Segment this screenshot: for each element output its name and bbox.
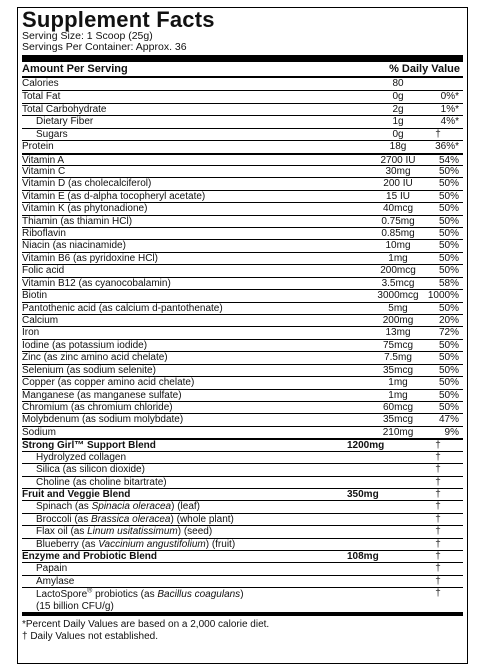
table-row bbox=[22, 128, 463, 140]
nutrient-name-part: ) bbox=[240, 589, 244, 601]
nutrient-name: Iodine (as potassium iodide) bbox=[22, 339, 148, 351]
nutrient-daily-value: 50% bbox=[438, 339, 459, 351]
table-row bbox=[22, 438, 463, 450]
nutrient-name: Zinc (as zinc amino acid chelate) bbox=[22, 352, 168, 364]
nutrient-name-part: ) (fruit) bbox=[205, 538, 236, 550]
nutrient-daily-value: † bbox=[435, 513, 441, 525]
nutrient-amount: 210mg bbox=[382, 426, 414, 438]
nutrient-daily-value: † bbox=[435, 551, 441, 563]
nutrient-daily-value: 47% bbox=[438, 414, 459, 426]
nutrient-name-part: Spinach (as bbox=[36, 501, 92, 513]
nutrient-name: Strong Girl™ Support Blend bbox=[22, 440, 156, 452]
nutrient-name: Selenium (as sodium selenite) bbox=[22, 364, 156, 376]
nutrient-name: Dietary Fiber bbox=[36, 116, 94, 128]
nutrient-name: Total Carbohydrate bbox=[22, 103, 107, 115]
nutrient-daily-value: 50% bbox=[438, 252, 459, 264]
nutrient-table bbox=[22, 78, 463, 612]
nutrient-daily-value: 50% bbox=[438, 240, 459, 252]
nutrient-amount: 200mg bbox=[382, 315, 414, 327]
table-row bbox=[22, 476, 463, 488]
nutrient-amount: 35mcg bbox=[382, 414, 413, 426]
nutrient-amount: 1200mg bbox=[347, 440, 385, 452]
nutrient-name: Chromium (as chromium chloride) bbox=[22, 401, 173, 413]
nutrient-name: Vitamin C bbox=[22, 165, 66, 177]
nutrient-name: Vitamin B6 (as pyridoxine HCl) bbox=[22, 252, 158, 264]
nutrient-daily-value: † bbox=[435, 488, 441, 500]
table-row bbox=[22, 302, 463, 314]
nutrient-name: Total Fat bbox=[22, 91, 61, 103]
nutrient-name: Iron bbox=[22, 327, 40, 339]
nutrient-daily-value: † bbox=[435, 464, 441, 476]
nutrient-daily-value: † bbox=[435, 440, 441, 452]
nutrient-amount: 13mg bbox=[385, 327, 411, 339]
nutrient-name: Vitamin E (as d-alpha tocopheryl acetate) bbox=[22, 190, 206, 202]
nutrient-amount: 0.75mg bbox=[381, 215, 415, 227]
panel-title: Supplement Facts bbox=[22, 7, 215, 32]
nutrient-amount: 350mg bbox=[347, 488, 379, 500]
nutrient-amount: 2g bbox=[392, 103, 404, 115]
nutrient-name: Riboflavin bbox=[22, 228, 66, 240]
nutrient-name-part: ) (leaf) bbox=[171, 501, 200, 513]
nutrient-amount: 60mcg bbox=[382, 401, 413, 413]
table-row bbox=[22, 215, 463, 227]
supplement-facts-panel bbox=[17, 7, 468, 664]
nutrient-name: Papain bbox=[36, 563, 68, 575]
nutrient-daily-value: 50% bbox=[438, 190, 459, 202]
table-row bbox=[22, 463, 463, 475]
table-row bbox=[22, 153, 463, 165]
nutrient-daily-value: 36%* bbox=[435, 141, 459, 153]
nutrient-name: Sodium bbox=[22, 426, 56, 438]
nutrient-amount: 0.85mg bbox=[381, 228, 415, 240]
nutrient-name: Vitamin D (as cholecalciferol) bbox=[22, 178, 152, 190]
table-row bbox=[22, 202, 463, 214]
nutrient-name: Protein bbox=[22, 141, 54, 153]
nutrient-name: Biotin bbox=[22, 290, 48, 302]
nutrient-daily-value: 50% bbox=[438, 215, 459, 227]
table-row bbox=[22, 78, 463, 90]
footnote-dagger: † Daily Values not established. bbox=[22, 631, 159, 643]
nutrient-daily-value: † bbox=[435, 588, 441, 600]
nutrient-name-part: Bacillus coagulans bbox=[157, 589, 241, 601]
nutrient-amount: 2700 IU bbox=[380, 154, 416, 166]
nutrient-name: Manganese (as manganese sulfate) bbox=[22, 389, 182, 401]
nutrient-daily-value: † bbox=[435, 526, 441, 538]
nutrient-name-part: Broccoli (as bbox=[36, 513, 92, 525]
nutrient-daily-value: 0%* bbox=[440, 91, 459, 103]
table-row bbox=[22, 401, 463, 413]
table-row bbox=[22, 227, 463, 239]
nutrient-name-part: Spinacia oleracea bbox=[91, 501, 172, 513]
table-row bbox=[22, 550, 463, 562]
nutrient-daily-value: 1000% bbox=[427, 290, 459, 302]
nutrient-name: Amylase bbox=[36, 575, 75, 587]
column-header bbox=[22, 62, 463, 76]
nutrient-name: Folic acid bbox=[22, 265, 65, 277]
nutrient-daily-value: 50% bbox=[438, 203, 459, 215]
table-row bbox=[22, 103, 463, 115]
nutrient-name: Choline (as choline bitartrate) bbox=[36, 476, 167, 488]
nutrient-amount: 5mg bbox=[388, 302, 408, 314]
nutrient-daily-value: 58% bbox=[438, 277, 459, 289]
nutrient-amount: 200 IU bbox=[383, 178, 413, 190]
nutrient-amount: 40mcg bbox=[382, 203, 413, 215]
nutrient-name: Silica (as silicon dioxide) bbox=[36, 464, 145, 476]
footnote-percent: *Percent Daily Values are based on a 2,000 calorie diet. bbox=[22, 619, 270, 631]
nutrient-daily-value: 20% bbox=[438, 315, 459, 327]
table-row bbox=[22, 538, 463, 550]
table-row bbox=[22, 90, 463, 102]
table-row bbox=[22, 525, 463, 537]
table-row bbox=[22, 376, 463, 388]
nutrient-amount: 0g bbox=[392, 91, 404, 103]
nutrient-name-part: Flax oil (as bbox=[36, 526, 88, 538]
table-row bbox=[22, 140, 463, 152]
servings-per-container: Servings Per Container: Approx. 36 bbox=[22, 41, 187, 53]
table-row bbox=[22, 500, 463, 512]
nutrient-name-part: ) (whole plant) bbox=[170, 513, 234, 525]
nutrient-daily-value: 4%* bbox=[440, 116, 459, 128]
nutrient-name-part: Brassica oleracea bbox=[91, 513, 171, 525]
nutrient-amount: 18g bbox=[389, 141, 407, 153]
nutrient-name: Niacin (as niacinamide) bbox=[22, 240, 126, 252]
nutrient-amount: 10mg bbox=[385, 240, 411, 252]
nutrient-amount: 7.5mg bbox=[384, 352, 412, 364]
nutrient-daily-value: † bbox=[435, 538, 441, 550]
nutrient-daily-value: 50% bbox=[438, 265, 459, 277]
nutrient-name: Enzyme and Probiotic Blend bbox=[22, 551, 158, 563]
table-row bbox=[22, 165, 463, 177]
table-row bbox=[22, 587, 463, 612]
nutrient-name: Calories bbox=[22, 78, 59, 89]
nutrient-amount: 1mg bbox=[388, 389, 408, 401]
nutrient-name-part: Blueberry (as bbox=[36, 538, 99, 550]
nutrient-daily-value: † bbox=[435, 451, 441, 463]
nutrient-name-part: Linum usitatissimum bbox=[87, 526, 178, 538]
table-row bbox=[22, 562, 463, 574]
nutrient-name: Copper (as copper amino acid chelate) bbox=[22, 377, 195, 389]
nutrient-daily-value: 50% bbox=[438, 165, 459, 177]
nutrient-daily-value: † bbox=[435, 128, 441, 140]
table-row bbox=[22, 115, 463, 127]
nutrient-amount: 108mg bbox=[347, 551, 379, 563]
nutrient-name: Calcium bbox=[22, 315, 59, 327]
footnotes bbox=[22, 612, 463, 643]
nutrient-amount: 75mcg bbox=[382, 339, 413, 351]
nutrient-daily-value: 50% bbox=[438, 364, 459, 376]
table-row bbox=[22, 190, 463, 202]
serving-size: Serving Size: 1 Scoop (25g) bbox=[22, 30, 153, 42]
nutrient-name-part: ® bbox=[87, 587, 93, 595]
nutrient-amount: 1mg bbox=[388, 252, 408, 264]
nutrient-name: Pantothenic acid (as calcium d-pantothenate) bbox=[22, 302, 223, 314]
nutrient-amount: 1g bbox=[392, 116, 404, 128]
nutrient-daily-value: 50% bbox=[438, 228, 459, 240]
nutrient-daily-value: 50% bbox=[438, 352, 459, 364]
nutrient-name: Molybdenum (as sodium molybdate) bbox=[22, 414, 184, 426]
nutrient-name: Vitamin A bbox=[22, 154, 65, 166]
nutrient-daily-value: 50% bbox=[438, 377, 459, 389]
nutrient-amount: 200mcg bbox=[380, 265, 416, 277]
nutrient-amount: 35mcg bbox=[382, 364, 413, 376]
nutrient-name-line2: (15 billion CFU/g) bbox=[36, 600, 114, 612]
nutrient-daily-value: 1%* bbox=[440, 103, 459, 115]
table-row bbox=[22, 351, 463, 363]
table-row bbox=[22, 451, 463, 463]
table-row bbox=[22, 364, 463, 376]
nutrient-daily-value: † bbox=[435, 575, 441, 587]
table-row bbox=[22, 239, 463, 251]
amount-header: Amount Per Serving bbox=[22, 63, 128, 75]
dv-header: % Daily Value bbox=[389, 63, 460, 75]
nutrient-amount: 1mg bbox=[388, 377, 408, 389]
nutrient-daily-value: † bbox=[435, 563, 441, 575]
nutrient-amount: 3000mcg bbox=[377, 290, 419, 302]
nutrient-name-part: LactoSpore bbox=[36, 589, 88, 601]
nutrient-name-part: ) (seed) bbox=[177, 526, 213, 538]
table-row bbox=[22, 575, 463, 587]
thick-divider bbox=[22, 55, 463, 62]
nutrient-name-part: Vaccinium angustifolium bbox=[98, 538, 206, 550]
nutrient-daily-value: 72% bbox=[438, 327, 459, 339]
nutrient-daily-value: 50% bbox=[438, 302, 459, 314]
table-row bbox=[22, 177, 463, 189]
table-row bbox=[22, 252, 463, 264]
nutrient-amount: 15 IU bbox=[386, 190, 410, 202]
nutrient-name: Fruit and Veggie Blend bbox=[22, 488, 131, 500]
table-row bbox=[22, 488, 463, 500]
nutrient-daily-value: † bbox=[435, 476, 441, 488]
table-row bbox=[22, 513, 463, 525]
table-row bbox=[22, 413, 463, 425]
nutrient-name-part: probiotics (as bbox=[92, 589, 158, 601]
nutrient-daily-value: 54% bbox=[438, 154, 459, 166]
table-row bbox=[22, 264, 463, 276]
nutrient-daily-value: 9% bbox=[444, 426, 459, 438]
nutrient-name: Hydrolyzed collagen bbox=[36, 451, 127, 463]
nutrient-daily-value: 50% bbox=[438, 178, 459, 190]
table-row bbox=[22, 277, 463, 289]
table-row bbox=[22, 426, 463, 438]
nutrient-amount: 30mg bbox=[385, 165, 411, 177]
table-row bbox=[22, 339, 463, 351]
nutrient-daily-value: 50% bbox=[438, 389, 459, 401]
nutrient-name: Vitamin B12 (as cyanocobalamin) bbox=[22, 277, 171, 289]
nutrient-daily-value: † bbox=[435, 501, 441, 513]
nutrient-name: Thiamin (as thiamin HCl) bbox=[22, 215, 133, 227]
nutrient-daily-value: 50% bbox=[438, 401, 459, 413]
nutrient-name: Vitamin K (as phytonadione) bbox=[22, 203, 148, 215]
table-row bbox=[22, 289, 463, 301]
nutrient-amount: 3.5mcg bbox=[381, 277, 415, 289]
nutrient-name: Sugars bbox=[36, 128, 68, 140]
table-row bbox=[22, 326, 463, 338]
nutrient-amount: 80 bbox=[392, 78, 404, 89]
nutrient-name bbox=[36, 589, 244, 612]
table-row bbox=[22, 389, 463, 401]
nutrient-amount: 0g bbox=[392, 128, 404, 140]
table-row bbox=[22, 314, 463, 326]
